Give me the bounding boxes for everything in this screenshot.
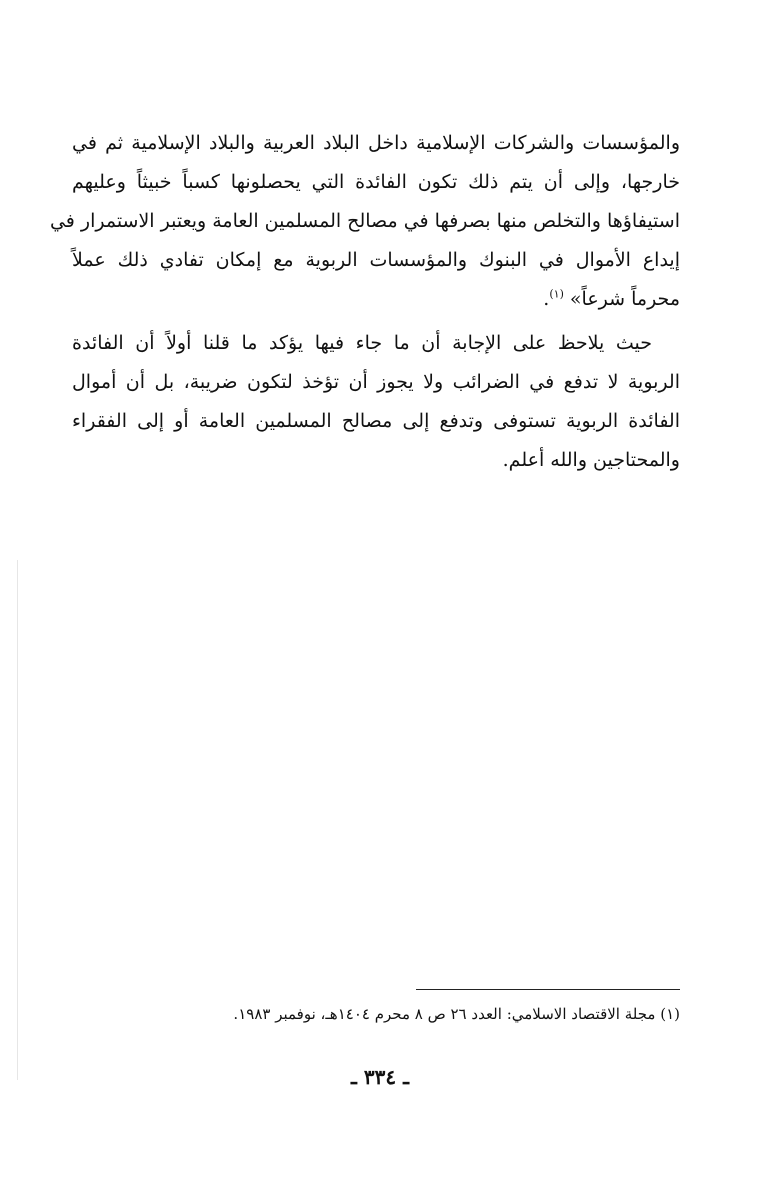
paragraph-2-line-4: والمحتاجين والله أعلم. [502,449,680,471]
paragraph-2-line-3: الفائدة الربوية تستوفى وتدفع إلى مصالح المسلمين العامة أو إلى الفقراء [72,410,680,432]
footnote-divider [416,989,680,990]
footnote-reference: (١) [549,287,564,301]
paragraph-1-line-4: إيداع الأموال في البنوك والمؤسسات الربوية مع إمكان تفادي ذلك عملاً [72,249,680,271]
paragraph-1 [49,124,680,319]
footnote: (١) مجلة الاقتصاد الاسلامي: العدد ٢٦ ص ٨ محرم ١٤٠٤هـ، نوفمبر ١٩٨٣. [233,1005,680,1023]
paragraph-1-line-3: استيفاؤها والتخلص منها بصرفها في مصالح المسلمين العامة ويعتبر الاستمرار في [49,210,680,232]
paragraph-1-line-2: خارجها، وإلى أن يتم ذلك تكون الفائدة التي يحصلونها كسباً خبيثاً وعليهم [72,171,680,193]
paragraph-1-line-5 [72,280,680,319]
paragraph-1-line-5-text: محرماً شرعاً» [569,288,680,310]
paragraph-1-end-mark: . [543,288,550,310]
page-number: ـ ٣٣٤ ـ [351,1065,409,1089]
paragraph-2-line-1: حيث يلاحظ على الإجابة أن ما جاء فيها يؤكد ما قلنا أولاً أن الفائدة [72,332,652,354]
paragraph-1-line-1: والمؤسسات والشركات الإسلامية داخل البلاد العربية والبلاد الإسلامية ثم في [72,132,680,154]
scan-edge-mark [17,560,18,1080]
paragraph-2 [72,324,680,480]
paragraph-2-line-2: الربوية لا تدفع في الضرائب ولا يجوز أن تؤخذ لتكون ضريبة، بل أن أموال [72,371,680,393]
